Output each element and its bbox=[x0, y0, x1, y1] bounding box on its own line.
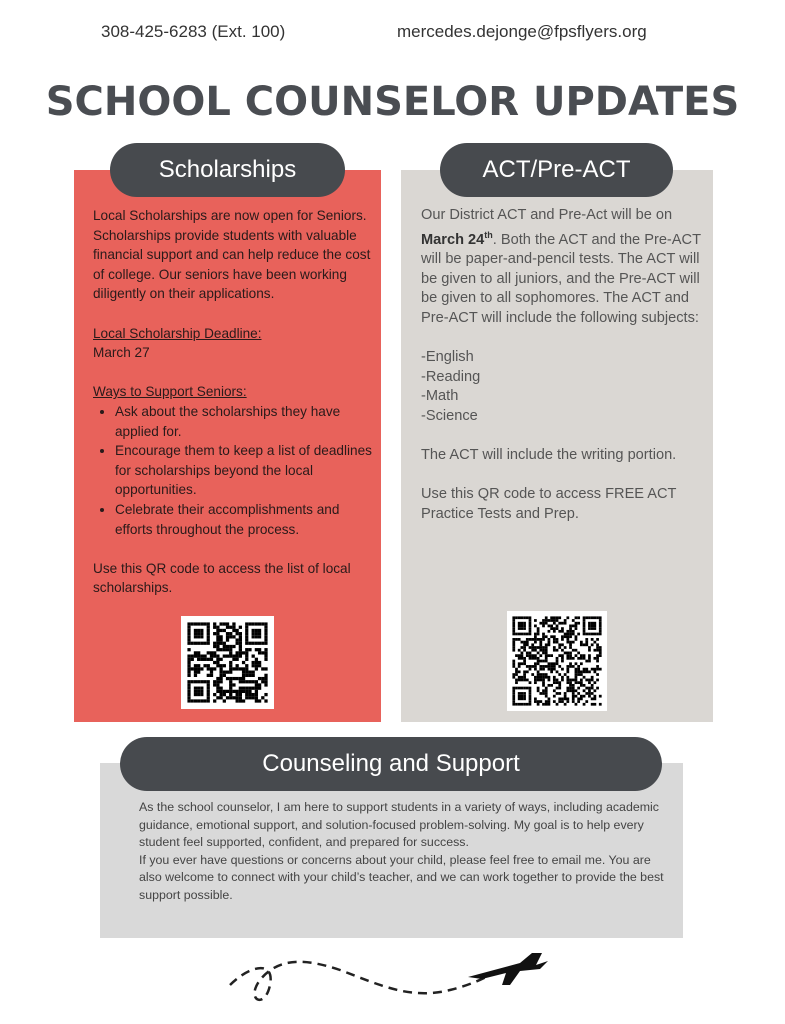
act-intro: Our District ACT and Pre-Act will be on March 24th. Both the ACT and the Pre-ACT will be paper-and-pencil tests. The ACT will be given to all juniors, and the Pre-ACT will be given to all sophomores. The ACT and Pre-ACT will include the following subjects: bbox=[421, 207, 701, 326]
support-heading: Counseling and Support bbox=[120, 737, 662, 791]
support-paragraph: If you ever have questions or concerns about your child, please feel free to email me. You are also welcome to connect with your child’s teacher, and we can work together to provide the best support possible. bbox=[139, 852, 664, 902]
subject-item: -Math bbox=[421, 388, 459, 405]
subject-item: -Science bbox=[421, 407, 478, 424]
phone-number: 308-425-6283 (Ext. 100) bbox=[101, 22, 286, 41]
support-paragraph: As the school counselor, I am here to support students in a variety of ways, including academic guidance, emotional support, and solution-focused problem-solving. My goal is to help every student feel supported, confident, and prepared for success. bbox=[139, 800, 659, 849]
list-item: • Encourage them to keep a list of deadlines for scholarships beyond the local opportunities. bbox=[115, 441, 373, 500]
act-qr-code[interactable] bbox=[507, 611, 607, 711]
act-qr-caption: Use this QR code to access FREE ACT Practice Tests and Prep. bbox=[421, 486, 677, 522]
list-item: • Ask about the scholarships they have applied for. bbox=[115, 402, 373, 441]
deadline-label: Local Scholarship Deadline: bbox=[93, 325, 262, 341]
scholarships-intro: Local Scholarships are now open for Seniors. Scholarships provide students with valuable financial support and can help reduce the cost of college. Our seniors have been working diligently on their applications. bbox=[93, 208, 371, 302]
page-title: SCHOOL COUNSELOR UPDATES bbox=[45, 79, 740, 125]
deadline-date: March 27 bbox=[93, 345, 150, 361]
act-text bbox=[421, 206, 706, 524]
scholarships-text bbox=[93, 206, 373, 598]
airplane-trail-icon bbox=[220, 945, 560, 1015]
ways-list bbox=[93, 402, 373, 539]
scholarships-qr-code[interactable] bbox=[181, 616, 274, 709]
support-text bbox=[139, 799, 669, 904]
ways-label: Ways to Support Seniors: bbox=[93, 384, 247, 400]
act-heading: ACT/Pre-ACT bbox=[440, 143, 673, 197]
act-writing-note: The ACT will include the writing portion. bbox=[421, 446, 677, 463]
scholarships-heading: Scholarships bbox=[110, 143, 345, 197]
act-date: March 24 bbox=[421, 231, 485, 248]
subject-item: -English bbox=[421, 349, 474, 366]
list-item: • Celebrate their accomplishments and efforts throughout the process. bbox=[115, 500, 373, 539]
email-address[interactable]: mercedes.dejonge@fpsflyers.org bbox=[397, 22, 647, 41]
scholarships-qr-caption: Use this QR code to access the list of local scholarships. bbox=[93, 560, 351, 596]
subject-item: -Reading bbox=[421, 368, 481, 385]
